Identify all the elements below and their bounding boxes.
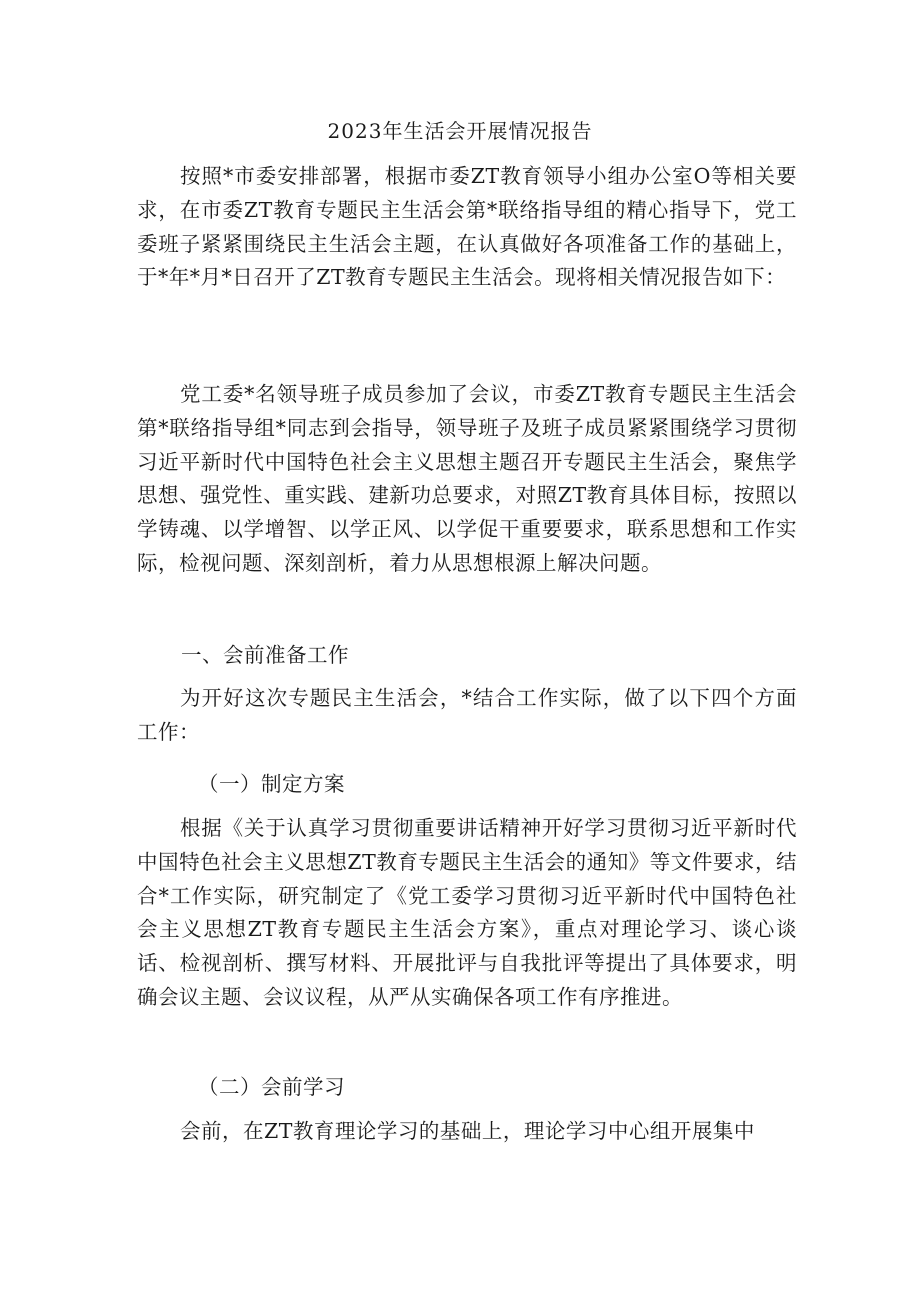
intro-paragraph: 按照*市委安排部署，根据市委ZT教育领导小组办公室O等相关要求，在市委ZT教育专题民主生活会第*联络指导组的精心指导下，党工委班子紧紧围绕民主生活会主题，在认真做好各项准备工作的基础上，于*年*月*日召开了ZT教育专题民主生活会。现将相关情况报告如下： [137,164,797,290]
document-title: 2023年生活会开展情况报告 [327,119,593,143]
section-1-intro: 为开好这次专题民主生活会，*结合工作实际，做了以下四个方面工作： [137,686,797,744]
subsection-2-heading: （二）会前学习 [198,1075,345,1099]
section-1-heading: 一、会前准备工作 [181,643,349,667]
subsection-1-body: 根据《关于认真学习贯彻重要讲话精神开好学习贯彻习近平新时代中国特色社会主义思想ZT教育专题民主生活会的通知》等文件要求，结合*工作实际，研究制定了《党工委学习贯彻习近平新时代中国特色社会主义思想ZT教育专题民主生活会方案》，重点对理论学习、谈心谈话、检视剖析、撰写材料、开展批评与自我批评等提出了具体要求，明确会议主题、会议议程，从严从实确保各项工作有序推进。 [137,816,797,1009]
subsection-2-body: 会前，在ZT教育理论学习的基础上，理论学习中心组开展集中 [180,1119,755,1143]
subsection-1-heading: （一）制定方案 [198,772,345,796]
attendance-paragraph: 党工委*名领导班子成员参加了会议，市委ZT教育专题民主生活会第*联络指导组*同志到会指导，领导班子及班子成员紧紧围绕学习贯彻习近平新时代中国特色社会主义思想主题召开专题民主生活会，聚焦学思想、强党性、重实践、建新功总要求，对照ZT教育具体目标，按照以学铸魂、以学增智、以学正风、以学促干重要要求，联系思想和工作实际，检视问题、深刻剖析，着力从思想根源上解决问题。 [137,382,797,575]
